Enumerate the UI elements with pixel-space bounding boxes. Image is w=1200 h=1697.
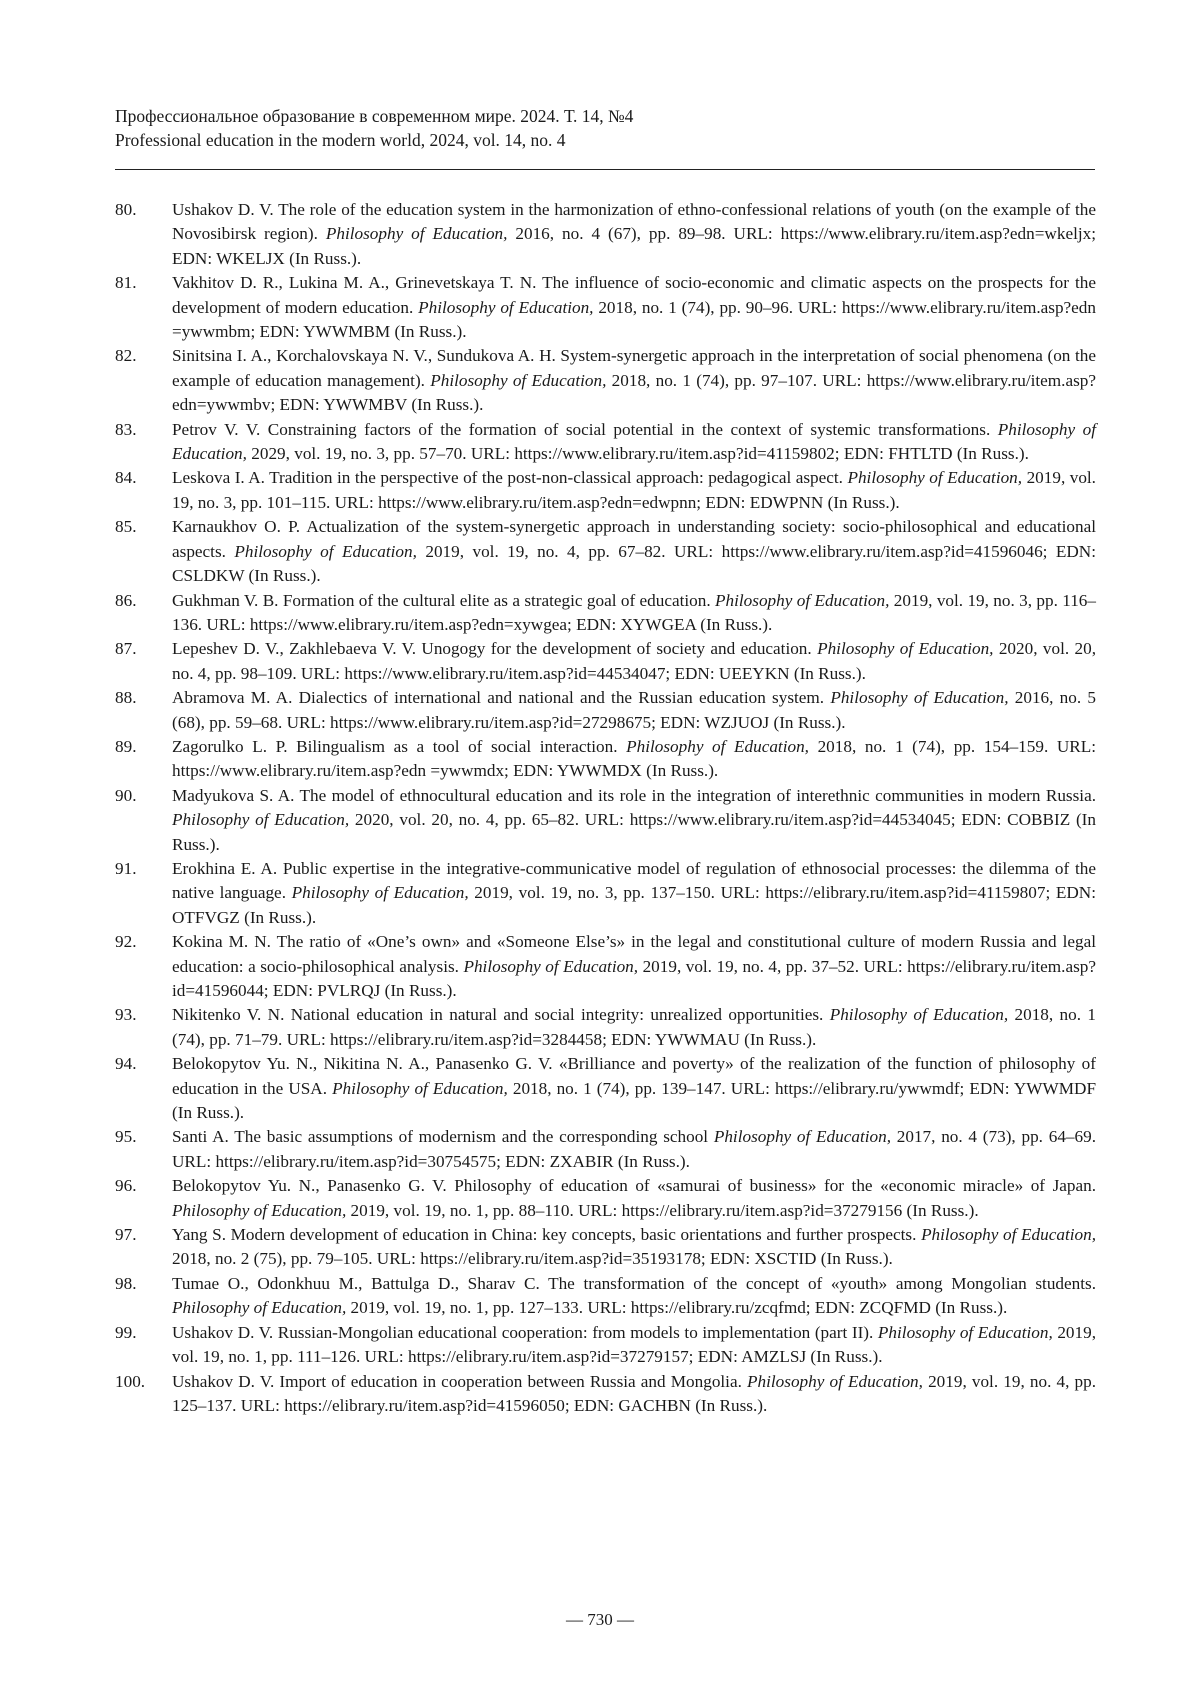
- reference-details: 2018, no. 1 (74), pp. 154–159. URL: https://www.elibrary.ru/item.asp?edn =ywwmdx; EDN: YWWMDX (In Russ.).: [172, 737, 1096, 780]
- reference-details: 2019, vol. 19, no. 1, pp. 127–133. URL: https://elibrary.ru/zcqfmd; EDN: ZCQFMD (In Russ.).: [346, 1298, 1007, 1317]
- reference-number: 89.: [115, 735, 172, 759]
- reference-item: [115, 1052, 1096, 1125]
- page-number: — 730 —: [0, 1610, 1200, 1630]
- reference-journal: Philosophy of Education,: [418, 298, 593, 317]
- reference-journal: Philosophy of Education,: [332, 1079, 508, 1098]
- reference-text: [172, 418, 1096, 467]
- reference-text: [172, 589, 1096, 638]
- reference-item: [115, 1272, 1096, 1321]
- reference-item: [115, 784, 1096, 857]
- reference-item: [115, 1174, 1096, 1223]
- reference-authors-title: Vakhitov D. R., Lukina M. A., Grinevetskaya T. N. The influence of socio-economic and climatic aspects on the prospects for the development of modern education.: [172, 273, 1096, 316]
- reference-journal: Philosophy of Education,: [292, 883, 469, 902]
- reference-item: [115, 1125, 1096, 1174]
- header-line-en: Professional education in the modern world, 2024, vol. 14, no. 4: [115, 128, 1095, 152]
- reference-authors-title: Santi A. The basic assumptions of modernism and the corresponding school: [172, 1127, 714, 1146]
- reference-details: 2020, vol. 20, no. 4, pp. 98–109. URL: https://www.elibrary.ru/item.asp?id=44534047; EDN: UEEYKN (In Russ.).: [172, 639, 1096, 682]
- reference-number: 90.: [115, 784, 172, 808]
- reference-number: 84.: [115, 466, 172, 490]
- reference-item: [115, 1003, 1096, 1052]
- reference-text: [172, 637, 1096, 686]
- reference-authors-title: Ushakov D. V. The role of the education system in the harmonization of ethno-confessional relations of youth (on the example of the Novosibirsk region).: [172, 200, 1096, 243]
- reference-number: 88.: [115, 686, 172, 710]
- reference-text: [172, 784, 1096, 857]
- reference-number: 93.: [115, 1003, 172, 1027]
- reference-text: [172, 1174, 1096, 1223]
- reference-text: [172, 271, 1096, 344]
- reference-number: 80.: [115, 198, 172, 222]
- reference-journal: Philosophy of Education,: [430, 371, 606, 390]
- reference-item: [115, 466, 1096, 515]
- reference-details: 2019, vol. 19, no. 3, pp. 137–150. URL: https://elibrary.ru/item.asp?id=41159807; EDN: OTFVGZ (In Russ.).: [172, 883, 1096, 926]
- reference-details: 2017, no. 4 (73), pp. 64–69. URL: https://elibrary.ru/item.asp?id=30754575; EDN: ZXABIR (In Russ.).: [172, 1127, 1096, 1170]
- reference-authors-title: Sinitsina I. A., Korchalovskaya N. V., Sundukova A. H. System-synergetic approach in the interpretation of social phenomena (on the example of education management).: [172, 346, 1096, 389]
- reference-text: [172, 198, 1096, 271]
- reference-number: 94.: [115, 1052, 172, 1076]
- reference-journal: Philosophy of Education,: [830, 1005, 1008, 1024]
- reference-item: [115, 418, 1096, 467]
- reference-text: [172, 930, 1096, 1003]
- reference-item: [115, 589, 1096, 638]
- reference-number: 91.: [115, 857, 172, 881]
- reference-authors-title: Yang S. Modern development of education in China: key concepts, basic orientations and further prospects.: [172, 1225, 921, 1244]
- reference-number: 85.: [115, 515, 172, 539]
- reference-authors-title: Ushakov D. V. Import of education in cooperation between Russia and Mongolia.: [172, 1372, 747, 1391]
- reference-text: [172, 1003, 1096, 1052]
- reference-authors-title: Zagorulko L. P. Bilingualism as a tool of social interaction.: [172, 737, 626, 756]
- reference-authors-title: Belokopytov Yu. N., Nikitina N. A., Panasenko G. V. «Brilliance and poverty» of the realization of the function of philosophy of education in the USA.: [172, 1054, 1096, 1097]
- reference-journal: Philosophy of Education,: [626, 737, 809, 756]
- reference-item: [115, 686, 1096, 735]
- reference-details: 2018, no. 1 (74), pp. 139–147. URL: https://elibrary.ru/ywwmdf; EDN: YWWMDF (In Russ.).: [172, 1079, 1096, 1122]
- reference-item: [115, 637, 1096, 686]
- reference-details: 2029, vol. 19, no. 3, pp. 57–70. URL: https://www.elibrary.ru/item.asp?id=41159802; EDN: FHTLTD (In Russ.).: [247, 444, 1029, 463]
- reference-journal: Philosophy of Education,: [172, 1298, 346, 1317]
- reference-details: 2020, vol. 20, no. 4, pp. 65–82. URL: https://www.elibrary.ru/item.asp?id=44534045; EDN: COBBIZ (In Russ.).: [172, 810, 1096, 853]
- reference-authors-title: Leskova I. A. Tradition in the perspective of the post-non-classical approach: pedagogical aspect.: [172, 468, 847, 487]
- reference-journal: Philosophy of Education,: [878, 1323, 1053, 1342]
- reference-text: [172, 686, 1096, 735]
- reference-number: 98.: [115, 1272, 172, 1296]
- reference-journal: Philosophy of Education,: [747, 1372, 923, 1391]
- reference-details: 2018, no. 2 (75), pp. 79–105. URL: https://elibrary.ru/item.asp?id=35193178; EDN: XSCTID (In Russ.).: [172, 1249, 893, 1268]
- reference-text: [172, 1223, 1096, 1272]
- reference-item: [115, 1321, 1096, 1370]
- reference-journal: Philosophy of Education,: [234, 542, 417, 561]
- reference-details: 2018, no. 1 (74), pp. 97–107. URL: https://www.elibrary.ru/item.asp?edn=ywwmbv; EDN: YWWMBV (In Russ.).: [172, 371, 1096, 414]
- reference-text: [172, 1052, 1096, 1125]
- reference-journal: Philosophy of Education,: [830, 688, 1008, 707]
- reference-journal: Philosophy of Education,: [715, 591, 889, 610]
- reference-details: 2019, vol. 19, no. 4, pp. 125–137. URL: https://elibrary.ru/item.asp?id=41596050; EDN: GACHBN (In Russ.).: [172, 1372, 1096, 1415]
- reference-journal: Philosophy of Education,: [921, 1225, 1096, 1244]
- reference-item: [115, 344, 1096, 417]
- reference-details: 2019, vol. 19, no. 1, pp. 88–110. URL: https://elibrary.ru/item.asp?id=37279156 (In Russ.).: [346, 1201, 978, 1220]
- reference-text: [172, 466, 1096, 515]
- reference-authors-title: Tumae O., Odonkhuu M., Battulga D., Sharav C. The transformation of the concept of «youth» among Mongolian students.: [172, 1274, 1096, 1293]
- reference-number: 81.: [115, 271, 172, 295]
- reference-authors-title: Kokina M. N. The ratio of «One’s own» and «Someone Else’s» in the legal and constitutional culture of modern Russia and legal education: a socio-philosophical analysis.: [172, 932, 1096, 975]
- reference-details: 2016, no. 4 (67), pp. 89–98. URL: https://www.elibrary.ru/item.asp?edn=wkeljx; EDN: WKELJX (In Russ.).: [172, 224, 1096, 267]
- reference-authors-title: Abramova M. A. Dialectics of international and national and the Russian education system.: [172, 688, 830, 707]
- reference-journal: Philosophy of Education,: [714, 1127, 891, 1146]
- reference-number: 87.: [115, 637, 172, 661]
- reference-details: 2016, no. 5 (68), pp. 59–68. URL: https://www.elibrary.ru/item.asp?id=27298675; EDN: WZJUOJ (In Russ.).: [172, 688, 1096, 731]
- reference-item: [115, 1223, 1096, 1272]
- reference-number: 95.: [115, 1125, 172, 1149]
- reference-number: 100.: [115, 1370, 172, 1394]
- reference-text: [172, 1125, 1096, 1174]
- reference-text: [172, 1321, 1096, 1370]
- reference-authors-title: Belokopytov Yu. N., Panasenko G. V. Philosophy of education of «samurai of business» for the «economic miracle» of Japan.: [172, 1176, 1096, 1195]
- header-line-ru: Профессиональное образование в современном мире. 2024. Т. 14, №4: [115, 104, 1095, 128]
- running-header: [115, 104, 1095, 152]
- reference-details: 2019, vol. 19, no. 1, pp. 111–126. URL: https://elibrary.ru/item.asp?id=37279157; EDN: AMZLSJ (In Russ.).: [172, 1323, 1096, 1366]
- reference-authors-title: Karnaukhov O. P. Actualization of the system-synergetic approach in understanding society: socio-philosophical and educational aspects.: [172, 517, 1096, 560]
- reference-text: [172, 1272, 1096, 1321]
- reference-number: 99.: [115, 1321, 172, 1345]
- reference-authors-title: Erokhina E. A. Public expertise in the integrative-communicative model of regulation of ethnosocial processes: the dilemma of the native language.: [172, 859, 1096, 902]
- reference-text: [172, 1370, 1096, 1419]
- reference-details: 2019, vol. 19, no. 4, pp. 67–82. URL: https://www.elibrary.ru/item.asp?id=41596046; EDN: CSLDKW (In Russ.).: [172, 542, 1096, 585]
- reference-journal: Philosophy of Education,: [847, 468, 1022, 487]
- reference-authors-title: Gukhman V. B. Formation of the cultural elite as a strategic goal of education.: [172, 591, 715, 610]
- reference-details: 2019, vol. 19, no. 4, pp. 37–52. URL: https://elibrary.ru/item.asp?id=41596044; EDN: PVLRQJ (In Russ.).: [172, 957, 1096, 1000]
- reference-item: [115, 930, 1096, 1003]
- reference-item: [115, 1370, 1096, 1419]
- reference-item: [115, 271, 1096, 344]
- reference-authors-title: Ushakov D. V. Russian-Mongolian educational cooperation: from models to implementation (part II).: [172, 1323, 878, 1342]
- reference-list: [115, 198, 1096, 1418]
- reference-journal: Philosophy of Education,: [326, 224, 508, 243]
- reference-details: 2018, no. 1 (74), pp. 71–79. URL: https://elibrary.ru/item.asp?id=3284458; EDN: YWWMAU (In Russ.).: [172, 1005, 1096, 1048]
- reference-text: [172, 735, 1096, 784]
- reference-item: [115, 735, 1096, 784]
- reference-number: 82.: [115, 344, 172, 368]
- reference-text: [172, 857, 1096, 930]
- reference-text: [172, 515, 1096, 588]
- reference-details: 2019, vol. 19, no. 3, pp. 116–136. URL: https://www.elibrary.ru/item.asp?edn=xywgea; EDN: XYWGEA (In Russ.).: [172, 591, 1096, 634]
- reference-details: 2019, vol. 19, no. 3, pp. 101–115. URL: https://www.elibrary.ru/item.asp?edn=edwpnn; EDN: EDWPNN (In Russ.).: [172, 468, 1096, 511]
- reference-authors-title: Madyukova S. A. The model of ethnocultural education and its role in the integration of interethnic communities in modern Russia.: [172, 786, 1096, 805]
- reference-authors-title: Lepeshev D. V., Zakhlebaeva V. V. Unogogy for the development of society and education.: [172, 639, 817, 658]
- reference-journal: Philosophy of Education,: [172, 810, 349, 829]
- reference-authors-title: Nikitenko V. N. National education in natural and social integrity: unrealized opportunities.: [172, 1005, 830, 1024]
- reference-journal: Philosophy of Education,: [463, 957, 638, 976]
- reference-item: [115, 515, 1096, 588]
- reference-item: [115, 198, 1096, 271]
- reference-text: [172, 344, 1096, 417]
- reference-number: 83.: [115, 418, 172, 442]
- reference-number: 97.: [115, 1223, 172, 1247]
- reference-authors-title: Petrov V. V. Constraining factors of the formation of social potential in the context of systemic transformations.: [172, 420, 998, 439]
- reference-journal: Philosophy of Education,: [172, 1201, 346, 1220]
- reference-journal: Philosophy of Education,: [817, 639, 993, 658]
- reference-journal: Philosophy of Education,: [172, 420, 1096, 463]
- reference-number: 96.: [115, 1174, 172, 1198]
- reference-item: [115, 857, 1096, 930]
- reference-details: 2018, no. 1 (74), pp. 90–96. URL: https://www.elibrary.ru/item.asp?edn =ywwmbm; EDN: YWWMBM (In Russ.).: [172, 298, 1096, 341]
- reference-number: 92.: [115, 930, 172, 954]
- header-divider: [115, 169, 1095, 170]
- reference-number: 86.: [115, 589, 172, 613]
